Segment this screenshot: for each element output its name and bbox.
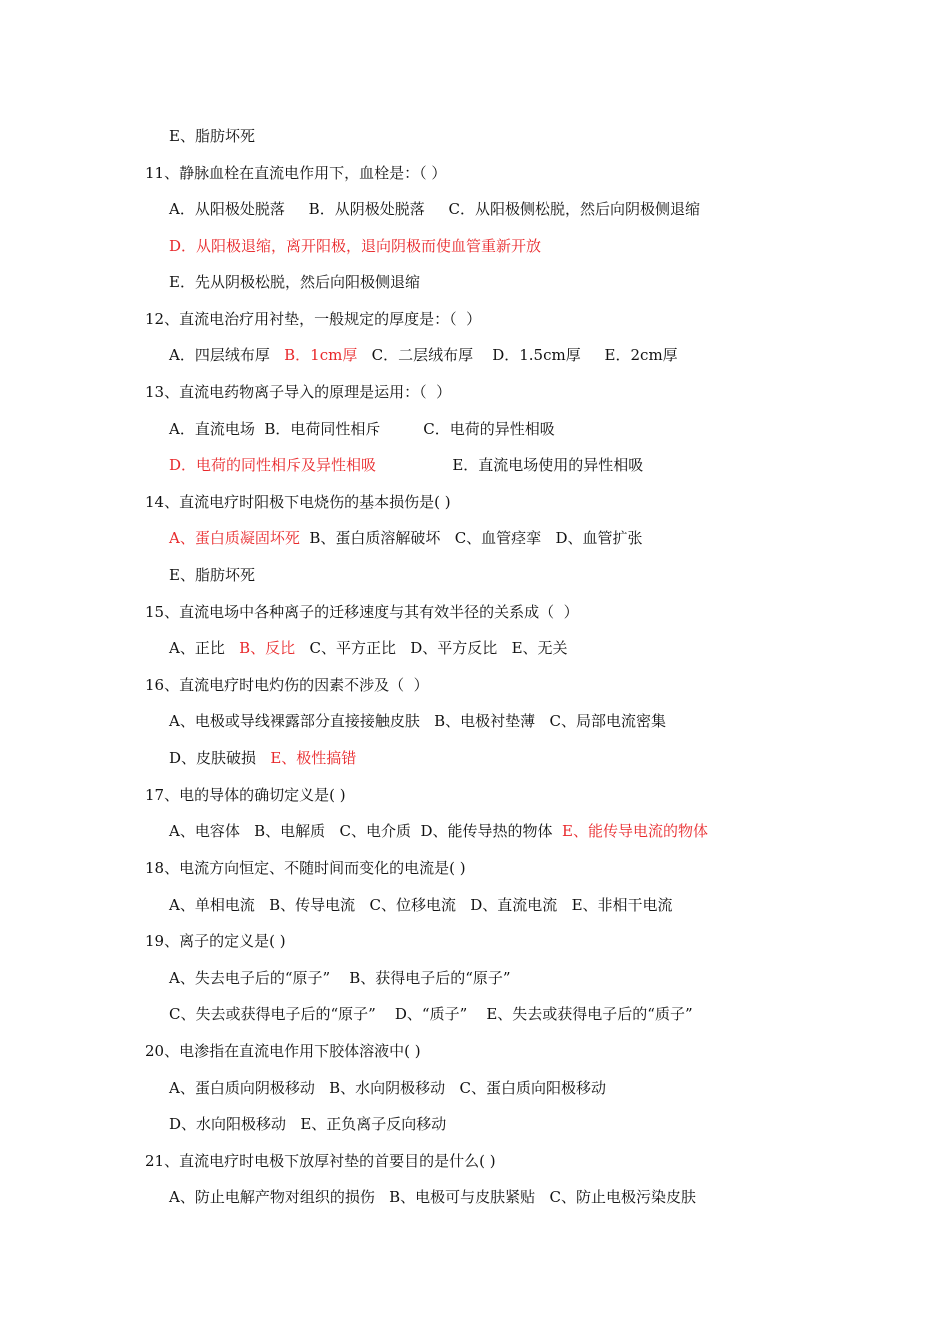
text-segment: E、脂肪坏死 <box>169 127 255 145</box>
text-segment: C．二层绒布厚 D．1.5cm厚 E．2cm厚 <box>357 346 678 364</box>
question-line <box>145 309 481 329</box>
option-line <box>169 968 511 988</box>
text-segment: E．直流电场使用的异性相吸 <box>376 456 644 474</box>
text-segment: A、蛋白质向阴极移动 B、水向阴极移动 C、蛋白质向阳极移动 <box>169 1079 606 1097</box>
answer-highlight: B．1cm厚 <box>284 346 358 364</box>
text-segment: A、电极或导线裸露部分直接接触皮肤 B、电极衬垫薄 C、局部电流密集 <box>169 712 666 730</box>
text-segment: 11、静脉血栓在直流电作用下，血栓是：（ ） <box>145 164 447 182</box>
text-segment: 14、直流电疗时阳极下电烧伤的基本损伤是( ) <box>145 493 451 511</box>
option-line <box>169 748 356 768</box>
text-segment: B、蛋白质溶解破坏 C、血管痉挛 D、血管扩张 <box>299 529 643 547</box>
text-segment: E．先从阴极松脱，然后向阳极侧退缩 <box>169 273 420 291</box>
option-line <box>169 565 255 585</box>
question-line <box>145 785 346 805</box>
option-line <box>169 1114 446 1134</box>
text-segment: A．直流电场 B．电荷同性相斥 C．电荷的异性相吸 <box>169 420 555 438</box>
text-segment: A、电容体 B、电解质 C、电介质 D、能传导热的物体 <box>169 822 563 840</box>
option-line <box>169 528 643 548</box>
answer-highlight: D．电荷的同性相斥及异性相吸 <box>169 456 377 474</box>
text-segment: 13、直流电药物离子导入的原理是运用：（ ） <box>145 383 452 401</box>
text-segment: C、失去或获得电子后的“原子” D、“质子” E、失去或获得电子后的“质子” <box>169 1005 693 1023</box>
text-segment: C、平方正比 D、平方反比 E、无关 <box>295 639 568 657</box>
option-line <box>169 711 666 731</box>
text-segment: 21、直流电疗时电极下放厚衬垫的首要目的是什么( ) <box>145 1152 496 1170</box>
option-line <box>169 1078 606 1098</box>
option-line <box>169 821 708 841</box>
text-segment: 17、电的导体的确切定义是( ) <box>145 786 346 804</box>
question-line <box>145 675 429 695</box>
option-line <box>169 455 643 475</box>
option-line <box>169 638 568 658</box>
option-line <box>169 345 678 365</box>
text-segment: A．从阳极处脱落 B．从阴极处脱落 C．从阳极侧松脱，然后向阴极侧退缩 <box>169 200 701 218</box>
option-line <box>169 272 420 292</box>
option-line <box>169 1187 696 1207</box>
text-segment: A、单相电流 B、传导电流 C、位移电流 D、直流电流 E、非相干电流 <box>169 896 673 914</box>
text-segment: 12、直流电治疗用衬垫，一般规定的厚度是：（ ） <box>145 310 482 328</box>
question-line <box>145 492 451 512</box>
text-segment: 18、电流方向恒定、不随时间而变化的电流是( ) <box>145 859 466 877</box>
question-line <box>145 163 446 183</box>
text-segment: 19、离子的定义是( ) <box>145 932 286 950</box>
question-line <box>145 1151 496 1171</box>
question-line <box>145 858 466 878</box>
option-line <box>169 236 541 256</box>
option-line <box>169 1004 693 1024</box>
answer-highlight: D．从阳极退缩，离开阳极，退向阴极而使血管重新开放 <box>169 237 542 255</box>
text-segment: A、失去电子后的“原子” B、获得电子后的“原子” <box>169 969 511 987</box>
answer-highlight: E、能传导电流的物体 <box>562 822 708 840</box>
text-segment: D、皮肤破损 <box>169 749 271 767</box>
text-segment: E、脂肪坏死 <box>169 566 255 584</box>
option-line <box>169 126 255 146</box>
option-line <box>169 895 673 915</box>
text-segment: A．四层绒布厚 <box>169 346 285 364</box>
question-line <box>145 1041 421 1061</box>
option-line <box>169 199 700 219</box>
answer-highlight: B、反比 <box>239 639 296 657</box>
text-segment: D、水向阳极移动 E、正负离子反向移动 <box>169 1115 447 1133</box>
question-line <box>145 382 451 402</box>
question-line <box>145 602 579 622</box>
text-segment: A、防止电解产物对组织的损伤 B、电极可与皮肤紧贴 C、防止电极污染皮肤 <box>169 1188 696 1206</box>
question-line <box>145 931 286 951</box>
text-segment: A、正比 <box>169 639 240 657</box>
text-segment: 16、直流电疗时电灼伤的因素不涉及（ ） <box>145 676 429 694</box>
answer-highlight: E、极性搞错 <box>270 749 357 767</box>
text-segment: 15、直流电场中各种离子的迁移速度与其有效半径的关系成（ ） <box>145 603 579 621</box>
answer-highlight: A、蛋白质凝固坏死 <box>169 529 300 547</box>
option-line <box>169 419 555 439</box>
text-segment: 20、电渗指在直流电作用下胶体溶液中( ) <box>145 1042 421 1060</box>
